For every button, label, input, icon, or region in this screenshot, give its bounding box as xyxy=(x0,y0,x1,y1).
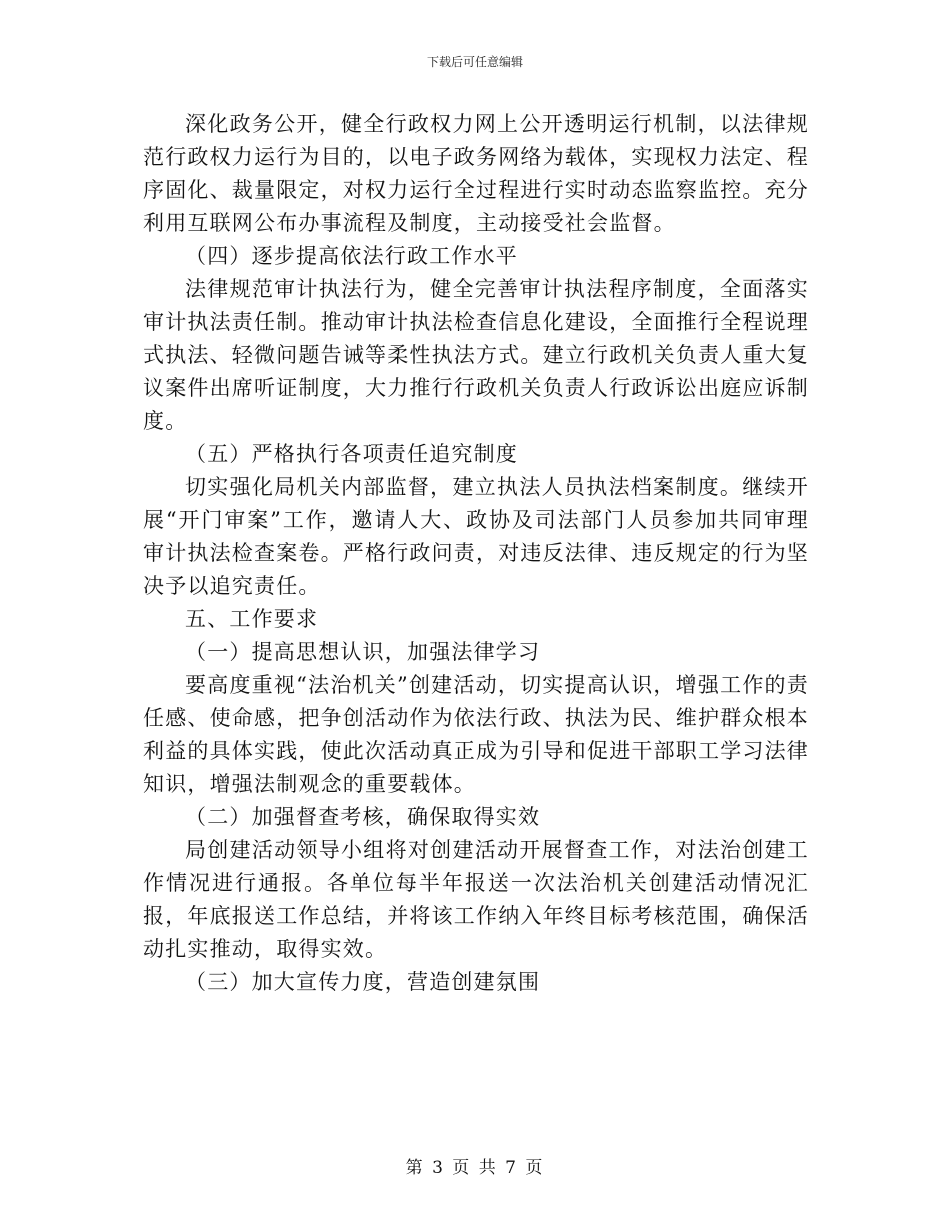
page-header-note: 下载后可任意编辑 xyxy=(426,55,523,69)
paragraph-audit-enforcement: 法律规范审计执法行为，健全完善审计执法程序制度，全面落实审计执法责任制。推动审计执法检查信息化建设，全面推行全程说理式执法、轻微问题告诫等柔性执法方式。建立行政机关负责人重大复议案件出席听证制度，大力推行行政机关负责人行政诉讼出庭应诉制度。 xyxy=(143,277,809,433)
heading-sub-3: （三）加大宣传力度，营造创建氛围 xyxy=(185,970,541,994)
paragraph-internal-supervision: 切实强化局机关内部监督，建立执法人员执法档案制度。继续开展“开门审案”工作，邀请人大、政协及司法部门人员参加共同审理审计执法检查案卷。严格行政问责，对违反法律、违反规定的行为坚决予以追究责任。 xyxy=(143,475,809,598)
heading-work-requirements: 五、工作要求 xyxy=(185,607,319,631)
paragraph-inspection: 局创建活动领导小组将对创建活动开展督查工作，对法治创建工作情况进行通报。各单位每半年报送一次法治机关创建活动情况汇报，年底报送工作总结，并将该工作纳入年终目标考核范围，确保活动扎实推动，取得实效。 xyxy=(143,838,809,961)
heading-sub-2: （二）加强督查考核，确保取得实效 xyxy=(185,805,541,829)
heading-sub-1: （一）提高思想认识，加强法律学习 xyxy=(185,640,541,664)
page-number: 第 3 页 共 7 页 xyxy=(405,1158,545,1178)
paragraph-awareness: 要高度重视“法治机关”创建活动，切实提高认识，增强工作的责任感、使命感，把争创活动作为依法行政、执法为民、维护群众根本利益的具体实践，使此次活动真正成为引导和促进干部职工学习法律知识，增强法制观念的重要载体。 xyxy=(143,673,809,796)
document-body xyxy=(143,108,809,999)
heading-section-5: （五）严格执行各项责任追究制度 xyxy=(185,442,518,466)
heading-section-4: （四）逐步提高依法行政工作水平 xyxy=(185,244,518,268)
paragraph-gov-openness: 深化政务公开，健全行政权力网上公开透明运行机制，以法律规范行政权力运行为目的，以电子政务网络为载体，实现权力法定、程序固化、裁量限定，对权力运行全过程进行实时动态监察监控。充分利用互联网公布办事流程及制度，主动接受社会监督。 xyxy=(143,112,809,235)
